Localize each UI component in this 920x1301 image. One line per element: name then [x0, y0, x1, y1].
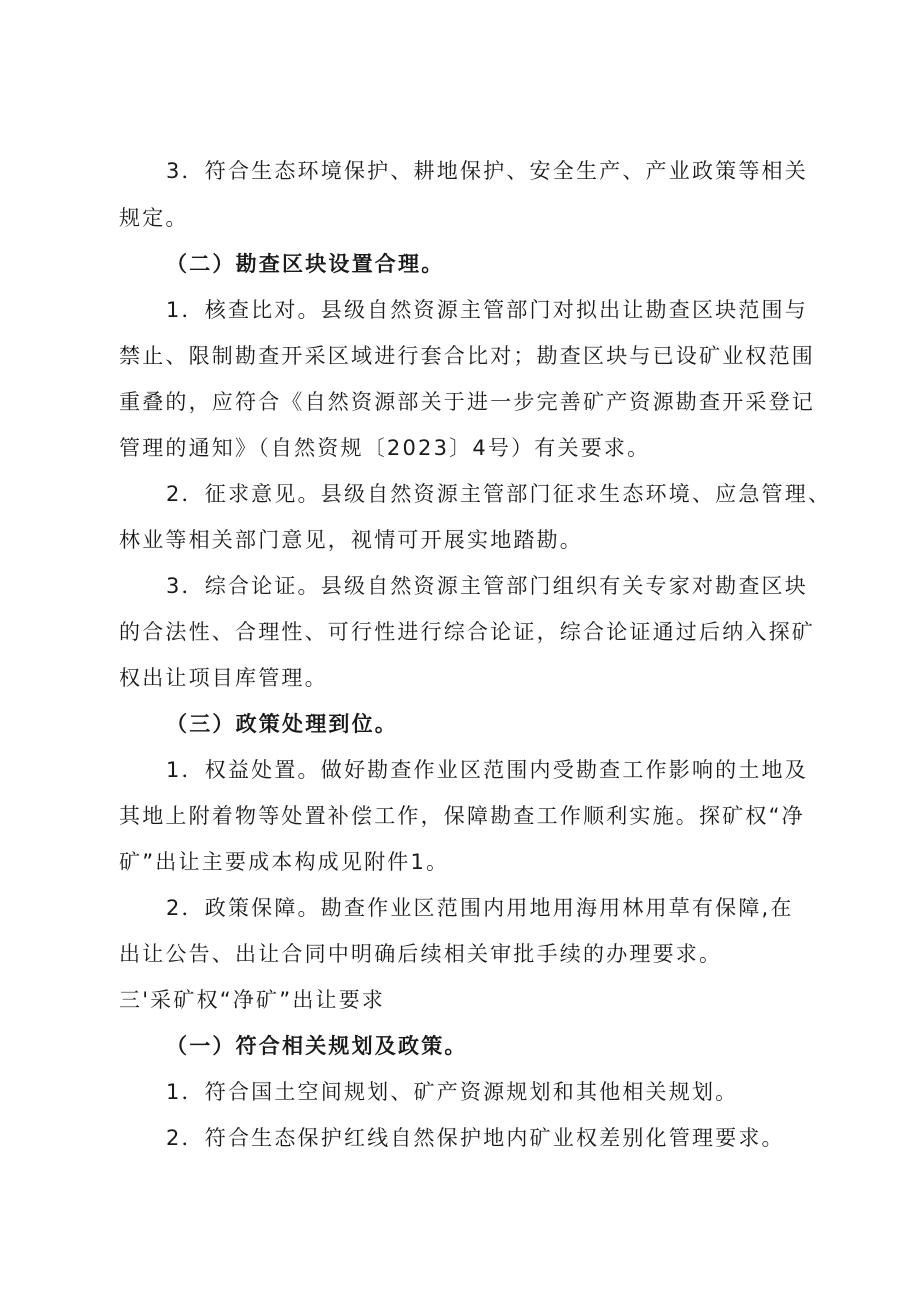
paragraph-opinion-line-2: 林业等相关部门意见，视情可开展实地踏勘。 — [119, 528, 583, 552]
paragraph-item-3-line-1: 3．符合生态环境保护、耕地保护、安全生产、产业政策等相关 — [166, 159, 808, 183]
paragraph-verify-line-4: 管理的通知》（自然资规〔2023〕4号）有关要求。 — [119, 436, 651, 460]
paragraph-rights-line-1: 1．权益处置。做好勘查作业区范围内受勘查工作影响的土地及 — [166, 758, 808, 782]
section-heading-2: （二）勘查区块设置合理。 — [166, 252, 445, 276]
paragraph-planning-item-1: 1．符合国土空间规划、矿产资源规划和其他相关规划。 — [166, 1080, 739, 1104]
paragraph-planning-item-2: 2．符合生态保护红线自然保护地内矿业权差别化管理要求。 — [166, 1126, 785, 1150]
section-heading-3: （三）政策处理到位。 — [166, 712, 398, 736]
paragraph-opinion-line-1: 2．征求意见。县级自然资源主管部门征求生态环境、应急管理、 — [166, 482, 832, 506]
paragraph-verify-line-3: 重叠的，应符合《自然资源部关于进一步完善矿产资源勘查开采登记 — [119, 390, 815, 414]
paragraph-demonstration-line-3: 权出让项目库管理。 — [119, 666, 328, 690]
paragraph-item-3-line-2: 规定。 — [119, 206, 189, 230]
paragraph-demonstration-line-1: 3．综合论证。县级自然资源主管部门组织有关专家对勘查区块 — [166, 574, 808, 598]
paragraph-rights-line-2: 其地上附着物等处置补偿工作，保障勘查工作顺利实施。探矿权“净 — [119, 804, 805, 828]
chapter-heading-3: 三'采矿权“净矿”出让要求 — [119, 988, 386, 1012]
paragraph-verify-line-1: 1．核查比对。县级自然资源主管部门对拟出让勘查区块范围与 — [166, 298, 808, 322]
paragraph-demonstration-line-2: 的合法性、合理性、可行性进行综合论证，综合论证通过后纳入探矿 — [119, 620, 815, 644]
section-heading-1: （一）符合相关规划及政策。 — [166, 1034, 468, 1058]
paragraph-rights-line-3: 矿”出让主要成本构成见附件1。 — [119, 850, 450, 874]
paragraph-verify-line-2: 禁止、限制勘查开采区域进行套合比对；勘查区块与已设矿业权范围 — [119, 344, 815, 368]
paragraph-policy-line-2: 出让公告、出让合同中明确后续相关审批手续的办理要求。 — [119, 942, 723, 966]
paragraph-policy-line-1: 2．政策保障。勘查作业区范围内用地用海用林用草有保障,在 — [166, 896, 794, 920]
